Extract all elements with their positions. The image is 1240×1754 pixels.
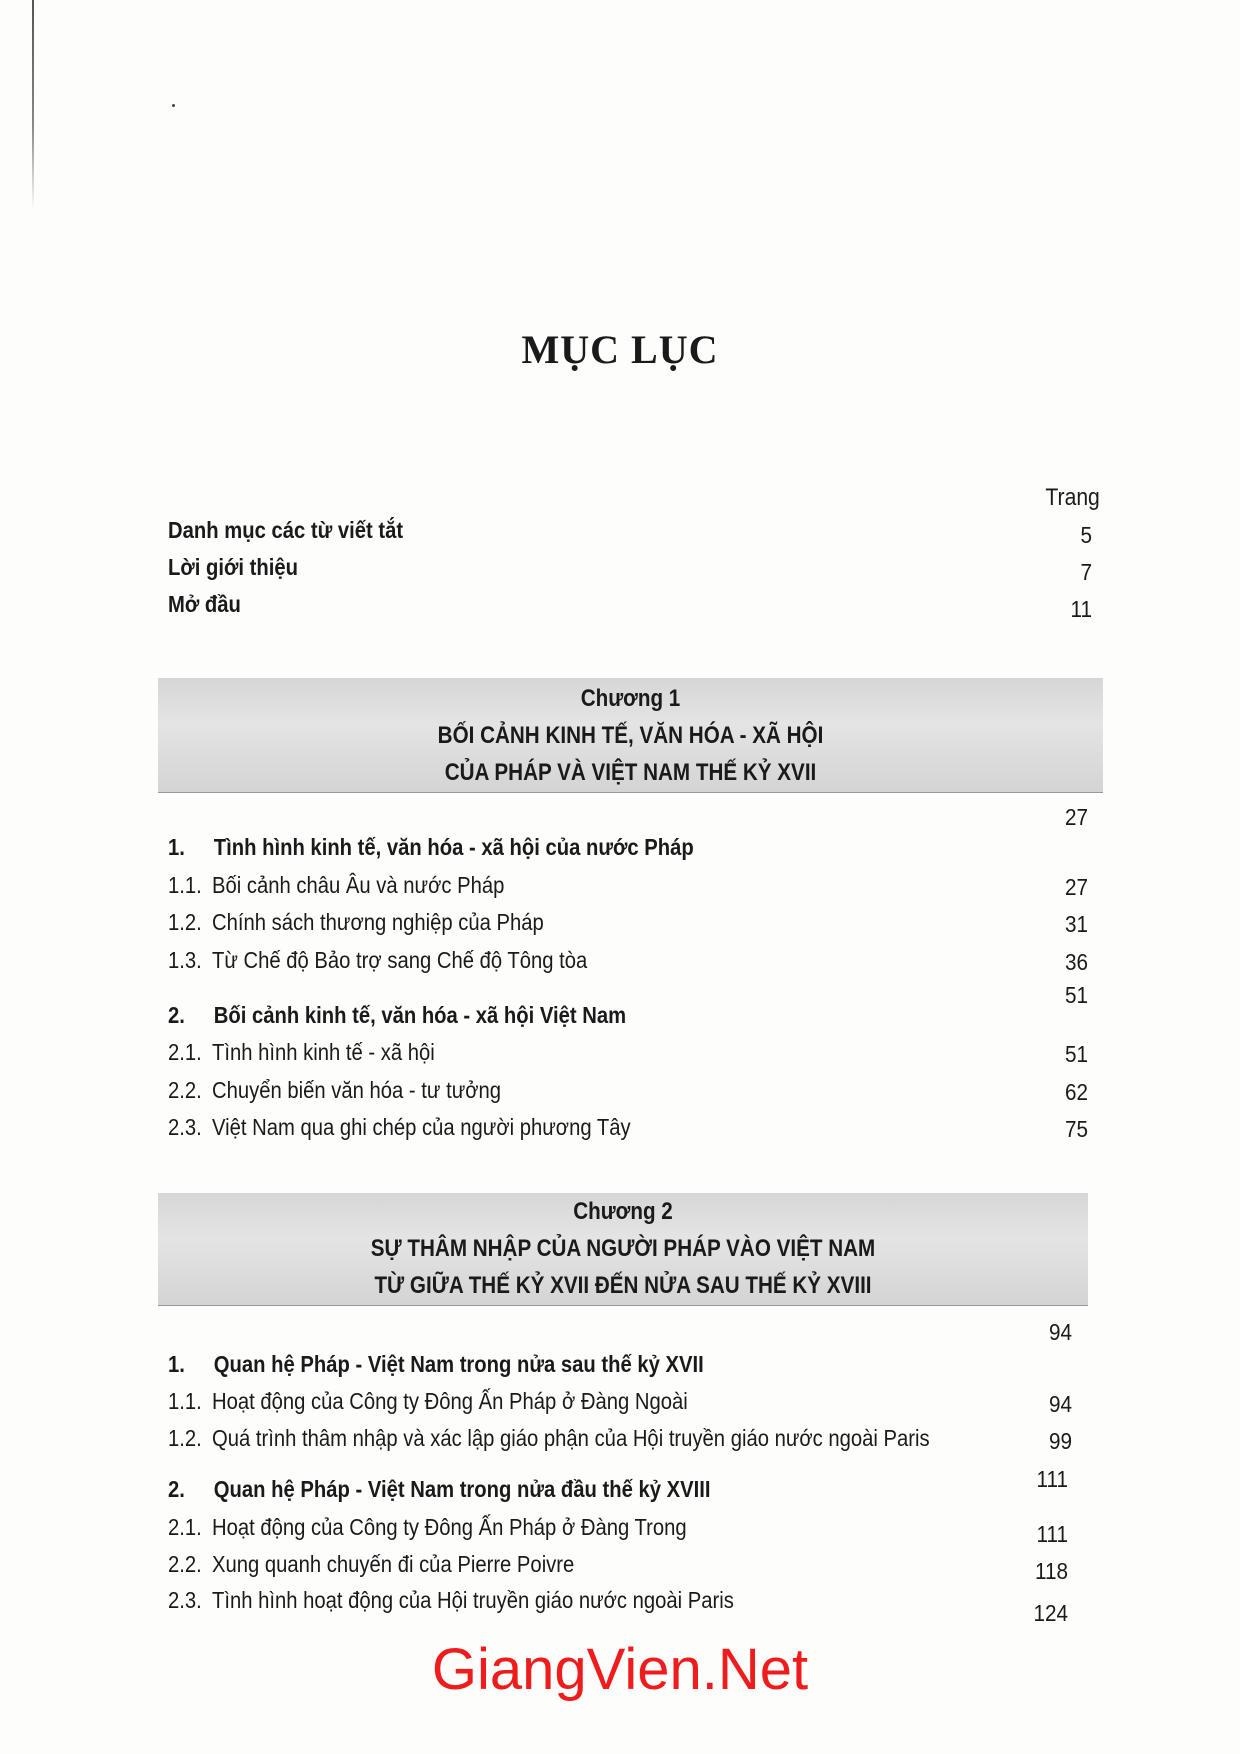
toc-subsection[interactable] [168,1112,990,1142]
toc-subsection[interactable] [168,907,990,937]
chapter-2-header [158,1193,1088,1305]
section-label: Chuyển biến văn hóa - tư tưởng [212,1077,502,1103]
scan-speck [172,104,175,107]
chapter-heading: Chương 1 [580,685,681,712]
section-page: 31 [1064,911,1088,937]
chapter-title-line: TỪ GIỮA THẾ KỶ XVII ĐẾN NỬA SAU THẾ KỶ XVIII [374,1272,872,1299]
section-page: 51 [1064,982,1088,1008]
section-label: Quan hệ Pháp - Việt Nam trong nửa đầu thế kỷ XVIII [213,1476,711,1502]
section-label: Từ Chế độ Bảo trợ sang Chế độ Tông tòa [212,947,588,973]
toc-subsection[interactable] [168,1423,990,1453]
toc-section[interactable] [168,1474,990,1504]
toc-subsection[interactable] [168,1037,990,1067]
toc-entry-page: 5 [1080,522,1092,548]
toc-subsection[interactable] [168,1585,990,1615]
toc-subsection[interactable] [168,1075,990,1105]
section-page: 111 [1036,1521,1068,1547]
section-label: Hoạt động của Công ty Đông Ấn Pháp ở Đàng Trong [212,1514,687,1540]
section-page: 51 [1064,1041,1088,1067]
section-number: 2. [168,1002,185,1028]
section-number: 2.2. [168,1077,202,1103]
page-title: MỤC LỤC [521,327,719,372]
section-number: 2.3. [168,1114,202,1140]
toc-entry-label: Lời giới thiệu [168,554,298,580]
section-page: 124 [1033,1600,1068,1626]
toc-entry-label: Danh mục các từ viết tắt [168,517,404,543]
section-label: Chính sách thương nghiệp của Pháp [212,909,544,935]
watermark: GiangVien.Net [431,1637,809,1702]
section-label: Bối cảnh châu Âu và nước Pháp [212,872,505,898]
section-page: 111 [1036,1466,1068,1492]
section-number: 1. [168,1351,185,1377]
section-label: Quan hệ Pháp - Việt Nam trong nửa sau thế kỷ XVII [213,1351,704,1377]
section-number: 1.1. [168,872,202,898]
toc-entry[interactable] [168,552,990,582]
toc-section[interactable] [168,1000,990,1030]
section-label: Quá trình thâm nhập và xác lập giáo phận của Hội truyền giáo nước ngoài Paris [212,1425,930,1451]
toc-section[interactable] [168,1349,990,1379]
toc-entry-label: Mở đầu [168,591,241,617]
section-number: 1. [168,834,185,860]
toc-entry-page: 7 [1080,559,1092,585]
toc-subsection[interactable] [168,1386,990,1416]
toc-subsection[interactable] [168,870,990,900]
section-number: 2. [168,1476,185,1502]
section-number: 2.2. [168,1551,202,1577]
chapter-title-line: BỐI CẢNH KINH TẾ, VĂN HÓA - XÃ HỘI [437,722,824,749]
section-label: Tình hình kinh tế - xã hội [212,1039,435,1065]
section-page: 62 [1064,1079,1088,1105]
chapter-title-line: SỰ THÂM NHẬP CỦA NGƯỜI PHÁP VÀO VIỆT NAM [370,1235,876,1262]
toc-subsection[interactable] [168,1549,990,1579]
section-label: Tình hình kinh tế, văn hóa - xã hội của nước Pháp [213,834,694,860]
toc-subsection[interactable] [168,1512,990,1542]
toc-entry[interactable] [168,515,990,545]
section-label: Hoạt động của Công ty Đông Ấn Pháp ở Đàng Ngoài [212,1388,688,1414]
chapter-heading: Chương 2 [573,1198,673,1225]
section-page: 118 [1034,1558,1068,1584]
toc-section[interactable] [168,832,990,862]
section-number: 2.1. [168,1514,202,1540]
section-number: 1.2. [168,909,202,935]
chapter-1-header [158,678,1103,792]
chapter-page: 94 [1048,1319,1072,1345]
section-page: 75 [1064,1116,1088,1142]
chapter-page: 27 [1064,804,1088,830]
scan-edge-mark [32,0,34,210]
section-number: 2.1. [168,1039,202,1065]
section-label: Bối cảnh kinh tế, văn hóa - xã hội Việt Nam [213,1002,627,1028]
section-label: Tình hình hoạt động của Hội truyền giáo nước ngoài Paris [212,1587,734,1613]
page-column-header: Trang [1045,484,1100,511]
toc-entry-page: 11 [1070,596,1092,622]
section-label: Việt Nam qua ghi chép của người phương Tây [212,1114,631,1140]
section-number: 1.2. [168,1425,202,1451]
section-label: Xung quanh chuyến đi của Pierre Poivre [212,1551,575,1577]
section-page: 36 [1064,949,1088,975]
section-number: 2.3. [168,1587,202,1613]
section-number: 1.1. [168,1388,202,1414]
chapter-title-line: CỦA PHÁP VÀ VIỆT NAM THẾ KỶ XVII [444,759,817,786]
toc-subsection[interactable] [168,945,990,975]
section-page: 27 [1064,874,1088,900]
section-page: 99 [1048,1428,1072,1454]
section-page: 94 [1048,1391,1072,1417]
section-number: 1.3. [168,947,202,973]
toc-entry[interactable] [168,589,990,619]
